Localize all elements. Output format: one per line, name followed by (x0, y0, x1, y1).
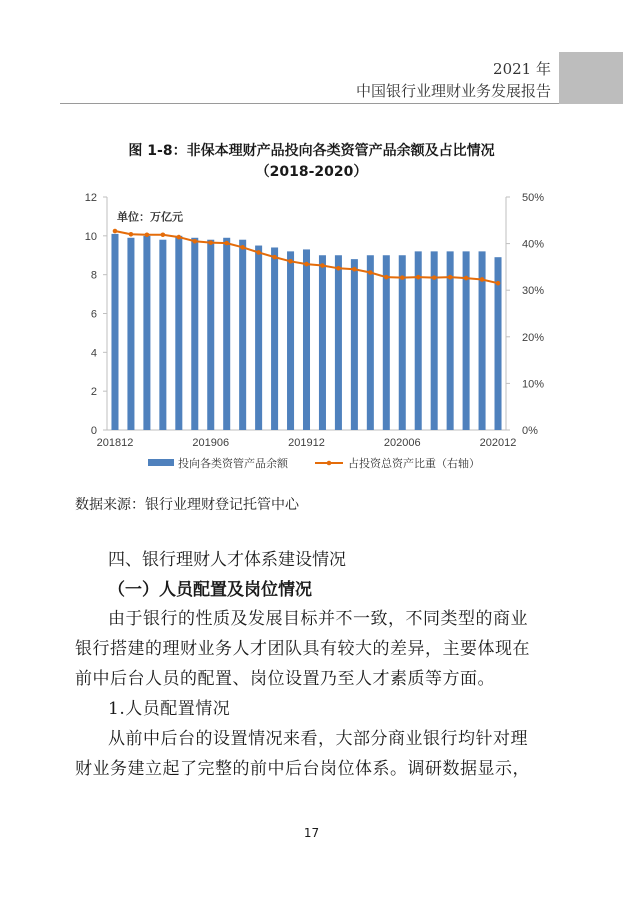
bar (303, 249, 310, 430)
ratio-point (177, 235, 182, 240)
ratio-point (208, 240, 213, 245)
x-tick-label: 201912 (288, 437, 325, 449)
y-right-tick-label: 0% (522, 425, 538, 437)
y-right-tick-label: 20% (522, 331, 545, 344)
paragraph-line: 从前中后台的设置情况来看，大部分商业银行均针对理 (108, 729, 528, 749)
paragraph-line: 财业务建立起了完整的前中后台岗位体系。调研数据显示， (75, 759, 530, 779)
ratio-point (336, 266, 341, 271)
x-tick-label: 201812 (96, 437, 134, 449)
ratio-point (464, 276, 469, 281)
y-left-tick-label: 10 (84, 230, 97, 243)
ratio-point (192, 239, 197, 244)
bar (223, 238, 230, 430)
legend-bar-swatch (148, 459, 174, 466)
paragraph-line: 由于银行的性质及发展目标并不一致，不同类型的商业 (108, 609, 528, 629)
subsection-heading: （一）人员配置及岗位情况 (108, 580, 312, 600)
ratio-point (145, 232, 150, 237)
ratio-point (320, 263, 325, 268)
ratio-point (256, 250, 261, 255)
figure-subtitle: （2018-2020） (255, 164, 368, 180)
y-right-tick-label: 10% (522, 378, 545, 391)
bar (271, 247, 278, 430)
bar (255, 246, 262, 430)
ratio-point (384, 275, 389, 280)
bar (111, 234, 118, 430)
ratio-point (161, 232, 166, 237)
y-left-tick-label: 12 (84, 192, 97, 204)
figure-title: 图 1-8：非保本理财产品投向各类资管产品余额及占比情况 (128, 143, 495, 159)
paragraph-line: 银行搭建的理财业务人才团队具有较大的差异，主要体现在 (75, 639, 530, 659)
ratio-point (368, 270, 373, 275)
ratio-point (496, 281, 501, 286)
x-tick-label: 202012 (479, 437, 517, 449)
x-tick-label: 201906 (192, 437, 230, 449)
combo-chart (60, 185, 563, 485)
ratio-point (240, 245, 245, 250)
y-left-tick-label: 8 (90, 269, 97, 282)
bar (191, 238, 198, 430)
data-source-note: 数据来源：银行业理财登记托管中心 (75, 497, 299, 513)
legend-line-marker (327, 461, 332, 466)
x-tick-label: 202006 (383, 437, 421, 449)
y-left-tick-label: 0 (90, 425, 97, 437)
bar (287, 251, 294, 430)
bar (383, 255, 390, 430)
paragraph-line: 前中后台人员的配置、岗位设置乃至人才素质等方面。 (75, 669, 495, 689)
header-decor-block (559, 52, 623, 104)
ratio-point (288, 259, 293, 264)
ratio-point (416, 275, 421, 280)
bar (159, 240, 166, 430)
bar (127, 238, 134, 430)
header-report-title: 中国银行业理财业务发展报告 (355, 82, 551, 100)
y-left-tick-label: 4 (90, 347, 97, 360)
header-year: 2021 年 (493, 60, 551, 78)
ratio-point (480, 277, 485, 282)
y-right-tick-label: 40% (522, 238, 545, 251)
bar (207, 240, 214, 430)
bar (399, 255, 406, 430)
ratio-point (129, 232, 134, 237)
bar (351, 259, 358, 430)
y-right-tick-label: 50% (522, 192, 545, 204)
ratio-point (352, 267, 357, 272)
bar (367, 255, 374, 430)
unit-label: 单位：万亿元 (117, 210, 183, 224)
ratio-point (113, 229, 118, 234)
page-number: 17 (303, 826, 320, 840)
ratio-point (304, 262, 309, 267)
y-left-tick-label: 6 (90, 308, 97, 321)
section-heading: 四、银行理财人才体系建设情况 (108, 550, 346, 570)
bar (319, 255, 326, 430)
bar (143, 236, 150, 430)
ratio-point (272, 255, 277, 260)
bar (175, 236, 182, 430)
y-right-tick-label: 30% (522, 285, 545, 298)
ratio-point (224, 241, 229, 246)
legend-bar-label: 投向各类资管产品余额 (178, 457, 288, 470)
legend-line-label: 占投资总资产比重（右轴） (348, 457, 480, 470)
bar (335, 255, 342, 430)
ratio-point (432, 275, 437, 280)
header-divider (60, 103, 559, 104)
ratio-point (448, 275, 453, 280)
item-heading: 1.人员配置情况 (108, 699, 231, 719)
bar (239, 240, 246, 430)
y-left-tick-label: 2 (90, 386, 97, 399)
ratio-point (400, 275, 405, 280)
